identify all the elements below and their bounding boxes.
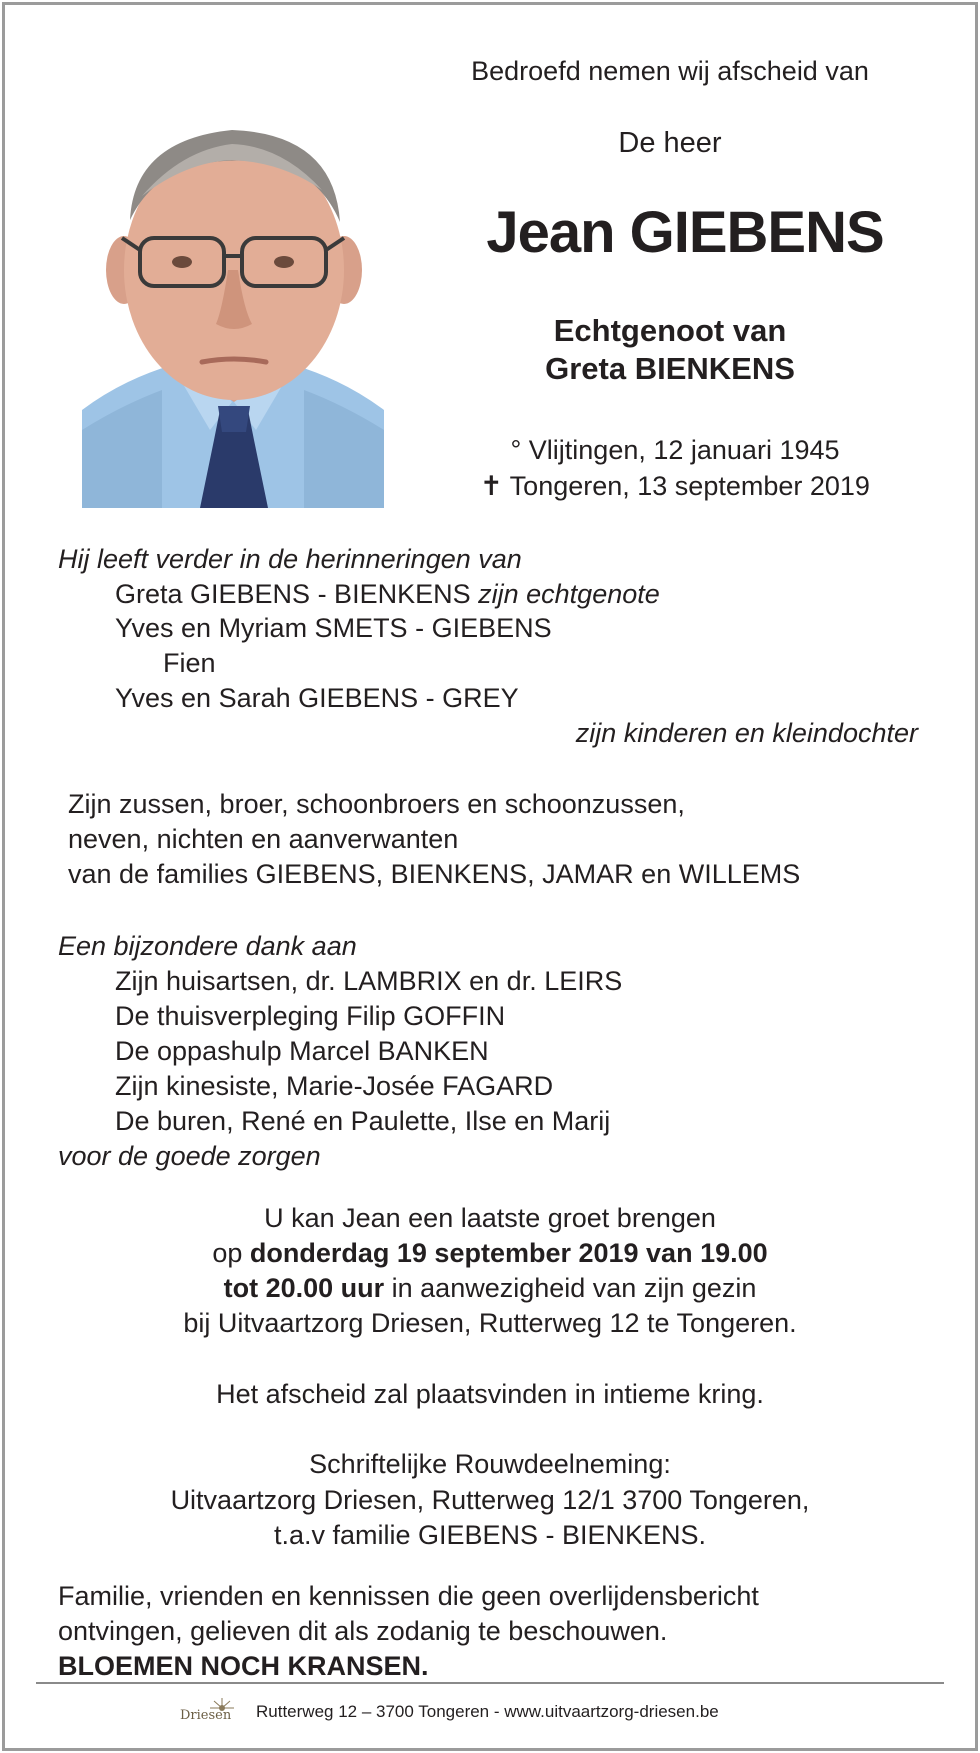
portrait-photo <box>82 110 384 508</box>
visit-line3 <box>40 1270 940 1306</box>
birth-date: ° Vlijtingen, 12 januari 1945 <box>510 435 840 465</box>
logo-text: Driesen <box>180 1708 232 1723</box>
thanks-item: De thuisverpleging Filip GOFFIN <box>115 1001 506 1031</box>
footer-divider <box>36 1682 944 1684</box>
condolence-line2: Uitvaartzorg Driesen, Rutterweg 12/1 3700 Tongeren, <box>170 1485 810 1515</box>
family-line2: neven, nichten en aanverwanten <box>68 824 459 854</box>
memories-line1-name: Greta GIEBENS - BIENKENS <box>115 579 471 609</box>
thanks-closing: voor de goede zorgen <box>58 1141 321 1171</box>
memories-line1-role: zijn echtgenote <box>478 579 660 609</box>
thanks-item: De buren, René en Paulette, Ilse en Marij <box>115 1106 611 1136</box>
condolence-line3: t.a.v familie GIEBENS - BIENKENS. <box>273 1520 707 1550</box>
notice-line2: ontvingen, gelieven dit als zodanig te beschouwen. <box>58 1616 668 1646</box>
footer-address: Rutterweg 12 – 3700 Tongeren - www.uitvaartzorg-driesen.be <box>256 1702 719 1721</box>
thanks-item: De oppashulp Marcel BANKEN <box>115 1036 489 1066</box>
deceased-name: Jean GIEBENS <box>486 200 884 265</box>
family-line1: Zijn zussen, broer, schoonbroers en schoonzussen, <box>68 789 685 819</box>
family-line3: van de families GIEBENS, BIENKENS, JAMAR en WILLEMS <box>68 859 801 889</box>
memories-line3: Fien <box>163 648 216 678</box>
portrait-illustration <box>82 110 384 508</box>
visit-line2-prefix: op <box>212 1238 250 1268</box>
thanks-item: Zijn huisartsen, dr. LAMBRIX en dr. LEIRS <box>115 966 623 996</box>
honorific: De heer <box>618 127 722 159</box>
death-date: ✝ Tongeren, 13 september 2019 <box>480 471 870 501</box>
visit-date: donderdag 19 september 2019 van 19.00 <box>249 1238 768 1268</box>
memories-line2: Yves en Myriam SMETS - GIEBENS <box>115 613 552 643</box>
memories-heading: Hij leeft verder in de herinneringen van <box>58 544 522 574</box>
thanks-heading: Een bijzondere dank aan <box>58 931 357 961</box>
condolence-line1: Schriftelijke Rouwdeelneming: <box>309 1449 671 1479</box>
spouse-label: Echtgenoot van <box>553 313 787 348</box>
thanks-item: Zijn kinesiste, Marie-Josée FAGARD <box>115 1071 554 1101</box>
farewell-text: Het afscheid zal plaatsvinden in intieme kring. <box>216 1379 764 1409</box>
flowers-notice: BLOEMEN NOCH KRANSEN. <box>58 1651 429 1681</box>
visit-end-time: tot 20.00 uur <box>223 1273 385 1303</box>
memories-roles: zijn kinderen en kleindochter <box>575 718 918 748</box>
visit-line1: U kan Jean een laatste groet brengen <box>264 1203 716 1233</box>
spouse-name: Greta BIENKENS <box>545 351 795 386</box>
visit-line2 <box>40 1235 940 1271</box>
intro-line: Bedroefd nemen wij afscheid van <box>471 56 869 86</box>
driesen-logo <box>180 1694 238 1734</box>
memories-line4: Yves en Sarah GIEBENS - GREY <box>115 683 519 713</box>
notice-line1: Familie, vrienden en kennissen die geen overlijdensbericht <box>58 1581 759 1611</box>
visit-line3-rest: in aanwezigheid van zijn gezin <box>384 1273 757 1303</box>
memories-line1 <box>115 576 660 612</box>
visit-line4: bij Uitvaartzorg Driesen, Rutterweg 12 te Tongeren. <box>183 1308 797 1338</box>
